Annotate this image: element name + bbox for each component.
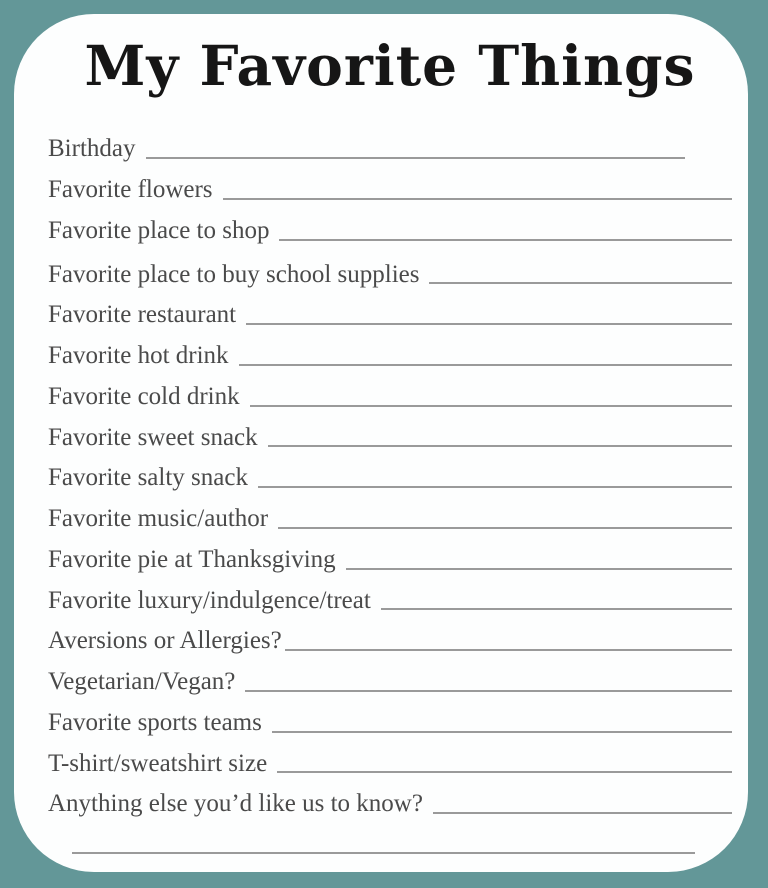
field-label-birthday: Birthday bbox=[48, 135, 136, 163]
fill-in-line bbox=[250, 405, 732, 407]
fill-in-line bbox=[429, 282, 732, 284]
fill-in-line bbox=[346, 568, 732, 570]
fill-in-line bbox=[278, 527, 732, 529]
field-label-favorite-flowers: Favorite flowers bbox=[48, 176, 213, 203]
form-field-row bbox=[48, 249, 732, 290]
fill-in-line bbox=[258, 486, 732, 488]
field-label-luxury-indulgence-treat: Favorite luxury/indulgence/treat bbox=[48, 586, 371, 614]
fill-in-line bbox=[285, 649, 732, 651]
form-field-row bbox=[48, 493, 732, 534]
fill-in-line bbox=[239, 364, 732, 366]
field-label-salty-snack: Favorite salty snack bbox=[48, 464, 248, 492]
field-label-anything-else: Anything else you’d like us to know? bbox=[48, 790, 423, 818]
form-field-row bbox=[48, 330, 732, 371]
fill-in-line bbox=[146, 157, 686, 159]
field-label-cold-drink: Favorite cold drink bbox=[48, 382, 240, 410]
fill-in-line bbox=[381, 608, 732, 610]
fill-in-line bbox=[268, 445, 732, 447]
fill-in-line bbox=[245, 690, 732, 692]
form-field-row bbox=[48, 205, 732, 246]
field-label-restaurant: Favorite restaurant bbox=[48, 301, 237, 329]
form-field-row bbox=[48, 164, 732, 205]
fill-in-line bbox=[246, 323, 732, 325]
field-label-pie-thanksgiving: Favorite pie at Thanksgiving bbox=[48, 545, 336, 573]
fields-list bbox=[48, 123, 732, 859]
field-label-sweet-snack: Favorite sweet snack bbox=[48, 423, 258, 451]
form-field-row bbox=[48, 534, 732, 575]
fill-in-line bbox=[72, 852, 695, 854]
field-label-hot-drink: Favorite hot drink bbox=[48, 342, 229, 369]
fill-in-line bbox=[277, 771, 732, 773]
form-field-row bbox=[48, 615, 732, 656]
fill-in-line bbox=[279, 239, 732, 241]
field-label-aversions-allergies: Aversions or Allergies? bbox=[48, 627, 282, 655]
form-field-row bbox=[48, 575, 732, 616]
fill-in-line bbox=[272, 731, 732, 733]
form-field-row-blank bbox=[48, 819, 732, 859]
form-field-row bbox=[48, 412, 732, 453]
field-label-vegetarian-vegan: Vegetarian/Vegan? bbox=[48, 668, 236, 695]
page-title: My Favorite Things bbox=[84, 33, 696, 98]
form-field-row bbox=[48, 738, 732, 779]
form-field-row bbox=[48, 656, 732, 697]
form-field-row bbox=[48, 123, 732, 164]
form-field-row bbox=[48, 289, 732, 330]
field-label-place-to-shop: Favorite place to shop bbox=[48, 216, 270, 244]
form-field-row bbox=[48, 697, 732, 738]
worksheet-card bbox=[14, 14, 748, 872]
field-label-sports-teams: Favorite sports teams bbox=[48, 708, 262, 736]
form-field-row bbox=[48, 452, 732, 493]
field-label-school-supplies: Favorite place to buy school supplies bbox=[48, 260, 420, 288]
form-field-row bbox=[48, 371, 732, 412]
form-field-row bbox=[48, 778, 732, 819]
field-label-tshirt-sweatshirt-size: T-shirt/sweatshirt size bbox=[48, 749, 268, 777]
fill-in-line bbox=[223, 198, 732, 200]
field-label-music-author: Favorite music/author bbox=[48, 505, 269, 532]
fill-in-line bbox=[433, 812, 732, 814]
